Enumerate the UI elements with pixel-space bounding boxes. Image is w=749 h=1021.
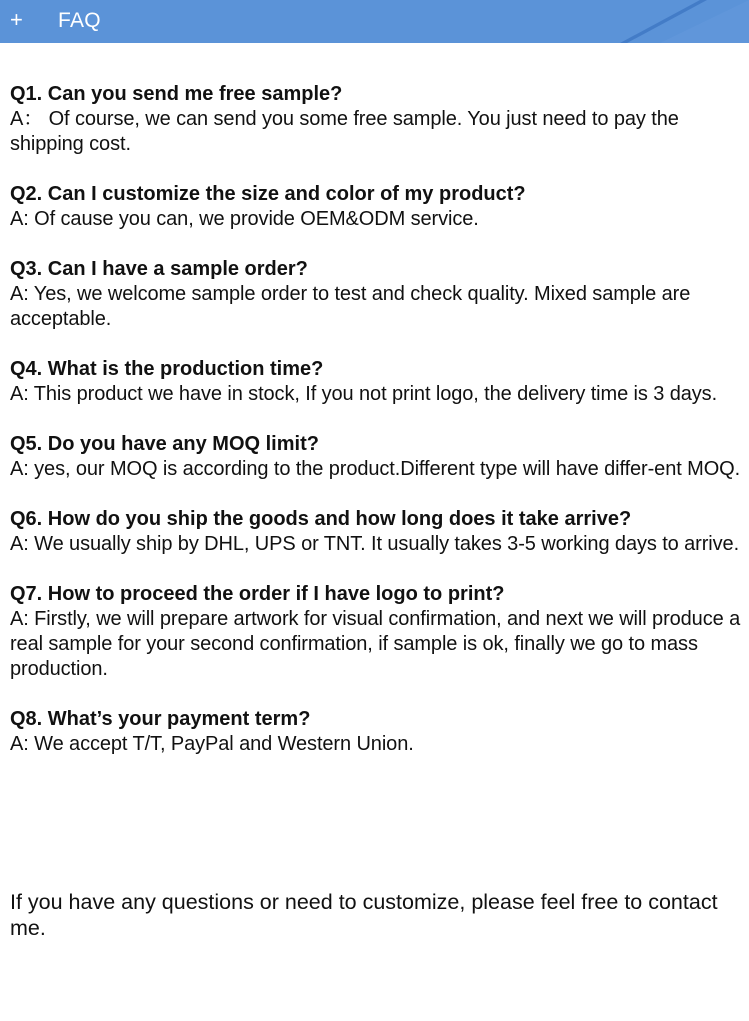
faq-answer: A: We usually ship by DHL, UPS or TNT. It usually takes 3-5 working days to arrive.: [10, 533, 740, 555]
faq-question: Q7. How to proceed the order if I have logo to print?: [10, 583, 505, 605]
faq-item-q6: [10, 507, 744, 557]
faq-header: [0, 0, 749, 43]
faq-item-q4: [10, 357, 744, 407]
faq-question: Q5. Do you have any MOQ limit?: [10, 433, 319, 455]
faq-question: Q6. How do you ship the goods and how long does it take arrive?: [10, 508, 632, 530]
faq-answer: A： Of course, we can send you some free sample. You just need to pay the shipping cost.: [10, 108, 679, 155]
header-bar: [0, 0, 749, 43]
closing-note: If you have any questions or need to customize, please feel free to contact me.: [10, 890, 718, 940]
faq-answer: A: yes, our MOQ is according to the product.Different type will have differ-ent MOQ.: [10, 458, 741, 480]
faq-question: Q4. What is the production time?: [10, 358, 324, 380]
faq-question: Q8. What’s your payment term?: [10, 708, 311, 730]
faq-answer: A: Yes, we welcome sample order to test and check quality. Mixed sample are acceptable.: [10, 283, 691, 330]
faq-answer: A: This product we have in stock, If you not print logo, the delivery time is 3 days.: [10, 383, 718, 405]
faq-answer: A: Firstly, we will prepare artwork for visual confirmation, and next we will produce a real sample for your second confirmation, if sample is ok, finally we go to mass production.: [10, 608, 741, 680]
faq-item-q7: [10, 582, 744, 682]
faq-question: Q3. Can I have a sample order?: [10, 258, 308, 280]
faq-list: [10, 82, 744, 782]
faq-item-q2: [10, 182, 744, 232]
faq-answer: A: Of cause you can, we provide OEM&ODM service.: [10, 208, 479, 230]
plus-icon: +: [10, 7, 23, 32]
faq-answer: A: We accept T/T, PayPal and Western Union.: [10, 733, 414, 755]
faq-item-q5: [10, 432, 744, 482]
faq-question: Q1. Can you send me free sample?: [10, 83, 343, 105]
faq-question: Q2. Can I customize the size and color of my product?: [10, 183, 526, 205]
faq-item-q3: [10, 257, 744, 332]
faq-item-q1: [10, 82, 744, 157]
faq-item-q8: [10, 707, 744, 757]
header-title: FAQ: [58, 9, 101, 32]
